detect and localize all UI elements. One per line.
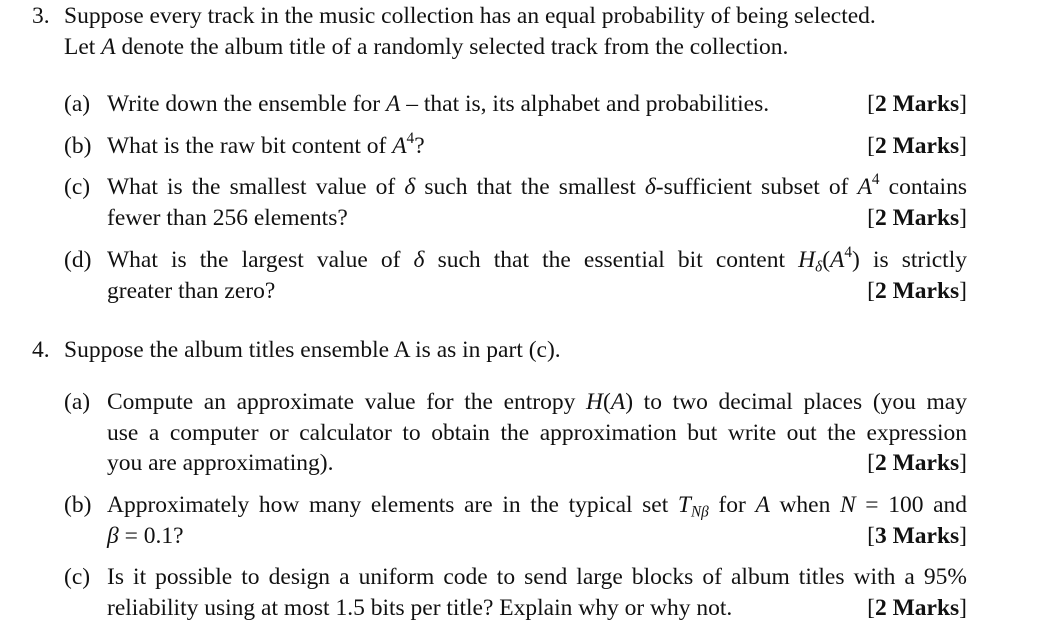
part-4c-marks: [2 Marks] bbox=[867, 595, 967, 621]
part-3b-label: (b) bbox=[64, 133, 92, 159]
part-4b-marks: [3 Marks] bbox=[867, 523, 967, 549]
part-3b-text: What is the raw bit content of $A^4$? bbox=[107, 130, 425, 159]
part-3c-label: (c) bbox=[64, 174, 91, 200]
part-4c-line-1: Is it possible to design a uniform code to send large blocks of album titles with a 95% bbox=[107, 564, 967, 590]
part-4c-label: (c) bbox=[64, 564, 91, 590]
question-3-number: 3. bbox=[32, 3, 50, 29]
part-4b-line-1: Approximately how many elements are in the typical set $T_{N\beta}$ for A when N = 100 and bbox=[107, 492, 968, 521]
part-3a-marks: [2 Marks] bbox=[867, 91, 967, 117]
part-3c-line-1: What is the smallest value of δ such that the smallest δ-sufficient subset of $A^4$ contains bbox=[107, 171, 967, 200]
part-3d-line-2: greater than zero? bbox=[107, 278, 276, 304]
part-3a-text: Write down the ensemble for A – that is, its alphabet and probabilities. bbox=[107, 91, 770, 117]
part-3d-marks: [2 Marks] bbox=[867, 278, 967, 304]
question-3-line-2: Let A denote the album title of a randomly selected track from the collection. bbox=[64, 34, 789, 60]
part-4a-line-2: use a computer or calculator to obtain the approximation but write out the expression bbox=[107, 420, 967, 446]
part-3d-line-1: What is the largest value of δ such that the essential bit content $H_\delta(A^4)$ is strictly bbox=[107, 244, 967, 276]
question-4-line-1: Suppose the album titles ensemble A is as in part (c). bbox=[64, 337, 561, 363]
part-3c-line-2: fewer than 256 elements? bbox=[107, 205, 348, 231]
question-3-line-1: Suppose every track in the music collection has an equal probability of being selected. bbox=[64, 3, 876, 29]
part-3c-marks: [2 Marks] bbox=[867, 205, 967, 231]
part-4a-line-1: Compute an approximate value for the entropy H(A) to two decimal places (you may bbox=[107, 389, 967, 415]
part-3d-label: (d) bbox=[64, 247, 92, 273]
part-3a-label: (a) bbox=[64, 91, 91, 117]
part-4b-label: (b) bbox=[64, 492, 92, 518]
part-4c-line-2: reliability using at most 1.5 bits per title? Explain why or why not. bbox=[107, 595, 733, 621]
part-4a-line-3: you are approximating). bbox=[107, 450, 334, 476]
part-4b-line-2: β = 0.1? bbox=[107, 523, 184, 549]
part-4a-marks: [2 Marks] bbox=[867, 450, 967, 476]
part-4a-label: (a) bbox=[64, 389, 91, 415]
part-3b-marks: [2 Marks] bbox=[867, 133, 967, 159]
question-4-number: 4. bbox=[32, 337, 50, 363]
